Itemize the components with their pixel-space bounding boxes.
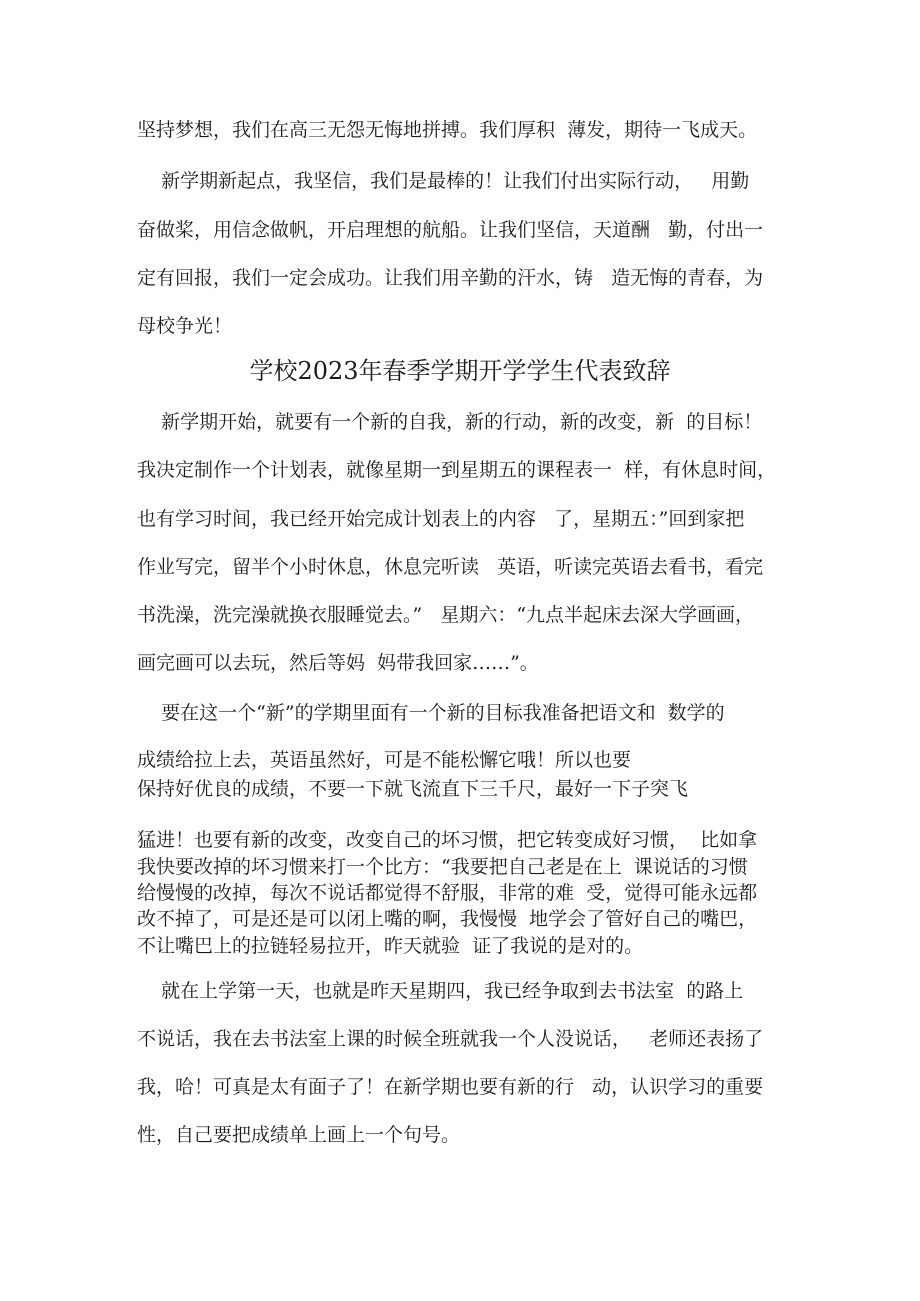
text-line: 作业写完，留半个小时休息，休息完听读 英语，听读完英语去看书，看完 <box>137 556 764 578</box>
text-line: 猛进！也要有新的改变，改变自己的坏习惯，把它转变成好习惯， 比如拿 <box>137 829 758 851</box>
text-line: 不说话，我在去书法室上课的时候全班就我一个人没说话， 老师还表扬了 <box>137 1028 764 1050</box>
text-line: 定有回报，我们一定会成功。让我们用辛勤的汗水，铸 造无悔的青春，为 <box>137 267 764 289</box>
text-line: 画完画可以去玩，然后等妈 妈带我回家……”。 <box>137 652 539 674</box>
text-line: 改不掉了，可是还是可以闭上嘴的啊，我慢慢 地学会了管好自己的嘴巴， <box>137 908 758 930</box>
text-line: 就在上学第一天，也就是昨天星期四，我已经争取到去书法室 的路上 <box>137 980 744 1002</box>
text-line: 我快要改掉的坏习惯来打一个比方：“我要把自己老是在上 课说话的习惯 <box>137 856 748 878</box>
text-line: 成绩给拉上去，英语虽然好，可是不能松懈它哦！所以也要 <box>137 749 632 771</box>
text-line: 书洗澡，洗完澡就换衣服睡觉去。” 星期六：“九点半起床去深大学画画， <box>137 604 755 626</box>
text-line: 奋做桨，用信念做帆，开启理想的航船。让我们坚信，天道酬 勤，付出一 <box>137 219 764 241</box>
text-line: 我决定制作一个计划表，就像星期一到星期五的课程表一 样，有休息时间， <box>137 459 777 481</box>
text-line: 我，哈！可真是太有面子了！在新学期也要有新的行 动，认识学习的重要 <box>137 1076 764 1098</box>
text-line: 要在这一个“新”的学期里面有一个新的目标我准备把语文和 数学的 <box>137 702 725 724</box>
text-line: 也有学习时间，我已经开始完成计划表上的内容 了，星期五：”回到家把 <box>137 508 745 530</box>
text-line: 保持好优良的成绩，不要一下就飞流直下三千尺，最好一下子突飞 <box>137 778 689 800</box>
text-line: 性，自己要把成绩单上画上一个句号。 <box>137 1124 461 1146</box>
document-title: 学校2023年春季学期开学学生代表致辞 <box>249 357 671 385</box>
text-line: 给慢慢的改掉，每次不说话都觉得不舒服，非常的难 受，觉得可能永远都 <box>137 882 758 904</box>
text-line: 不让嘴巴上的拉链轻易拉开，昨天就验 证了我说的是对的。 <box>137 935 644 957</box>
text-line: 母校争光！ <box>137 315 233 337</box>
text-line: 新学期新起点，我坚信，我们是最棒的！让我们付出实际行动， 用勤 <box>137 170 750 192</box>
text-line: 坚持梦想，我们在高三无怨无悔地拼搏。我们厚积 薄发，期待一飞成天。 <box>137 119 758 141</box>
text-line: 新学期开始，就要有一个新的自我，新的行动，新的改变，新 的目标！ <box>137 411 763 433</box>
